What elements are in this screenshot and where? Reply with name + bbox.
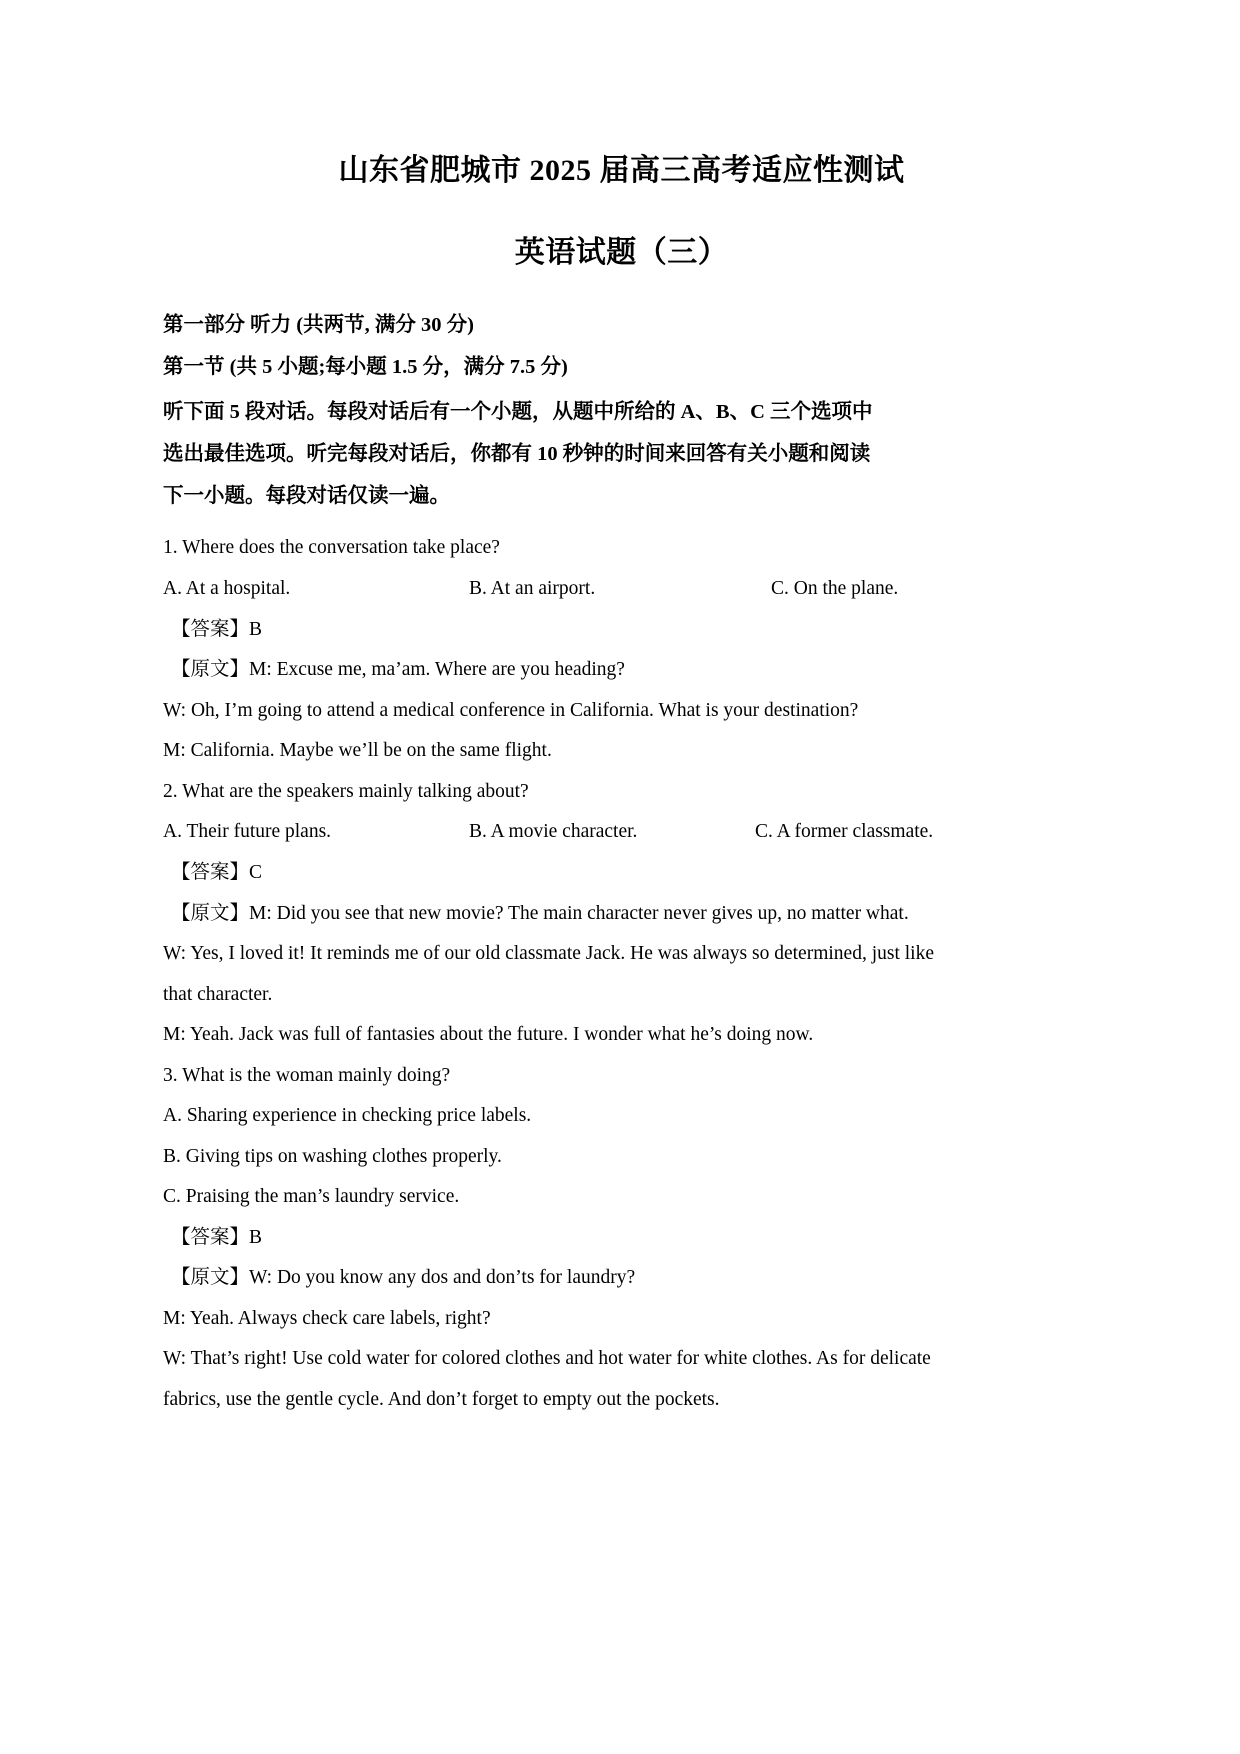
page-title: 山东省肥城市 2025 届高三高考适应性测试 (338, 154, 905, 187)
transcript-line: M: Yeah. Jack was full of fantasies about the future. I wonder what he’s doing now. (163, 1024, 814, 1045)
option-b[interactable]: B. Giving tips on washing clothes properly. (163, 1145, 502, 1167)
option-a[interactable]: A. Their future plans. (163, 821, 332, 842)
instruction-line: 听下面 5 段对话。每段对话后有一个小题，从题中所给的 A、B、C 三个选项中 (163, 401, 873, 423)
answer-line: 【答案】B (171, 1226, 263, 1248)
answer-line: 【答案】B (171, 618, 263, 640)
transcript-line: that character. (163, 983, 273, 1005)
option-row (163, 801, 1080, 842)
transcript-line: 【原文】M: Excuse me, ma’am. Where are you heading? (171, 659, 625, 680)
transcript-line: M: Yeah. Always check care labels, right? (163, 1307, 491, 1329)
transcript-line: W: Yes, I loved it! It reminds me of our old classmate Jack. He was always so determined, just like (163, 943, 934, 964)
option-c[interactable]: C. A former classmate. (755, 821, 934, 842)
question-stem: 1. Where does the conversation take place? (163, 537, 500, 558)
option-c[interactable]: C. On the plane. (771, 577, 899, 599)
question-stem: 2. What are the speakers mainly talking about? (163, 780, 529, 802)
option-row (163, 558, 1080, 599)
transcript-line: 【原文】M: Did you see that new movie? The main character never gives up, no matter what. (171, 902, 909, 924)
page-subtitle: 英语试题（三） (514, 235, 729, 269)
question-stem: 3. What is the woman mainly doing? (163, 1064, 451, 1086)
option-b[interactable]: B. A movie character. (469, 821, 638, 842)
option-c[interactable]: C. Praising the man’s laundry service. (163, 1186, 460, 1207)
transcript-line: W: That’s right! Use cold water for colored clothes and hot water for white clothes. As for delicate (163, 1348, 931, 1369)
instruction-line: 选出最佳选项。听完每段对话后，你都有 10 秒钟的时间来回答有关小题和阅读 (163, 443, 871, 465)
transcript-line: W: Oh, I’m going to attend a medical conference in California. What is your destination? (163, 699, 859, 721)
section-heading: 第一节 (共 5 小题;每小题 1.5 分，满分 7.5 分) (163, 355, 568, 378)
part-heading: 第一部分 听力 (共两节, 满分 30 分) (163, 314, 474, 336)
transcript-line: 【原文】W: Do you know any dos and don’ts for laundry? (171, 1267, 636, 1288)
answer-line: 【答案】C (171, 862, 263, 883)
instructions-paragraph (163, 377, 1080, 517)
transcript-line: M: California. Maybe we’ll be on the same flight. (163, 740, 552, 761)
instruction-line: 下一小题。每段对话仅读一遍。 (163, 485, 450, 507)
option-b[interactable]: B. At an airport. (469, 577, 596, 599)
transcript-line: fabrics, use the gentle cycle. And don’t forget to empty out the pockets. (163, 1388, 720, 1410)
option-a[interactable]: A. At a hospital. (163, 577, 291, 599)
page-content (163, 0, 1080, 1409)
option-a[interactable]: A. Sharing experience in checking price labels. (163, 1105, 532, 1126)
